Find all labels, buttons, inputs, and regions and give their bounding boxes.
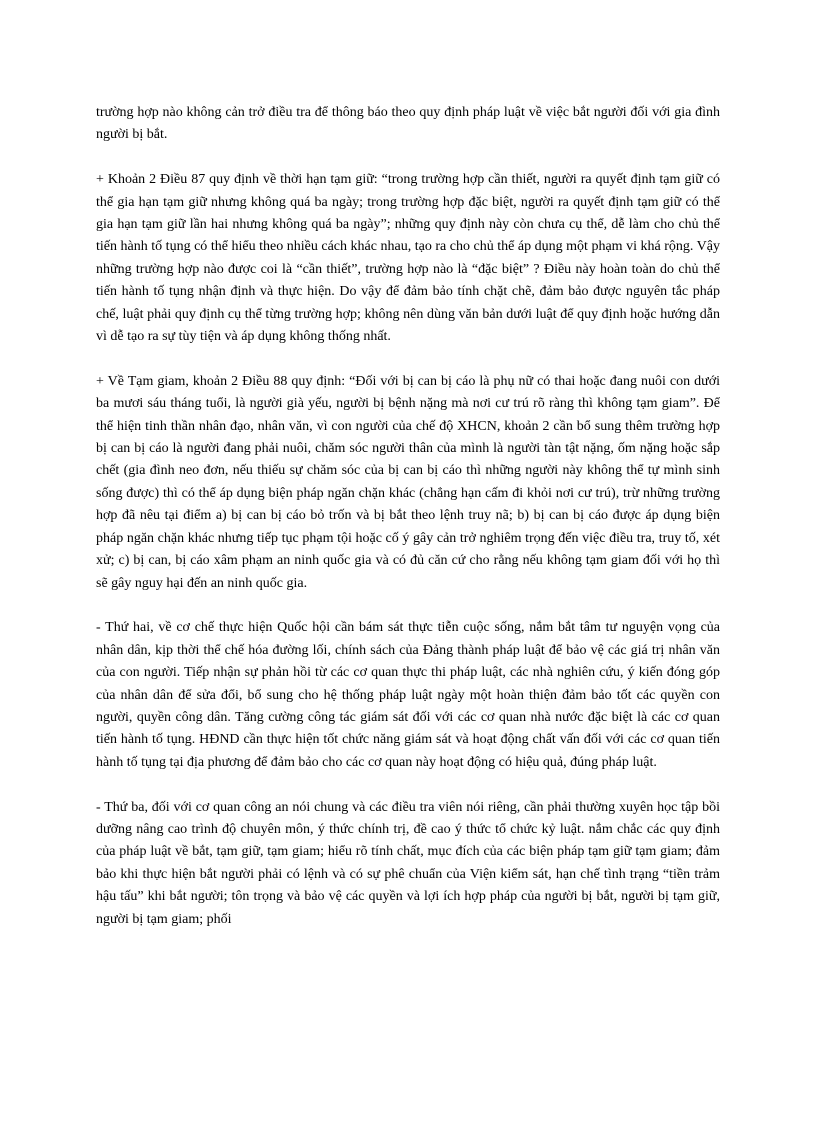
paragraph-spacer [96,348,720,370]
paragraph-spacer [96,774,720,796]
paragraph-second-mechanism: - Thứ hai, về cơ chế thực hiện Quốc hội cần bám sát thực tiễn cuộc sống, nắm bắt tâm tư nguyện vọng của nhân dân, kịp thời thể chế hóa đường lối, chính sách của Đảng thành pháp luật để bảo vệ các giá trị nhân văn của con người. Tiếp nhận sự phản hồi từ các cơ quan thực thi pháp luật, các nhà nghiên cứu, ý kiến đóng góp của nhân dân để sửa đổi, bổ sung cho hệ thống pháp luật ngày một hoàn thiện đảm bảo tốt các quyền con người, quyền công dân. Tăng cường công tác giám sát đối với các cơ quan nhà nước đặc biệt là các cơ quan tiến hành tố tụng. HĐND cần thực hiện tốt chức năng giám sát và hoạt động chất vấn đối với các cơ quan tiến hành tố tụng tại địa phương để đảm bảo cho các cơ quan này hoạt động có hiệu quả, đúng pháp luật. [96,620,720,770]
paragraph-spacer [96,147,720,169]
paragraph-detention-period: + Khoản 2 Điều 87 quy định về thời hạn tạm giữ: “trong trường hợp cần thiết, người ra quyết định tạm giữ có thể gia hạn tạm giữ nhưng không quá ba ngày; trong trường hợp đặc biệt, người ra quyết định tạm giữ có thể gia hạn tạm giữ lần hai nhưng không quá ba ngày”; những quy định này còn chưa cụ thể, dễ làm cho chủ thể tiến hành tố tụng có thể hiểu theo nhiều cách khác nhau, tạo ra cho chủ thể áp dụng một phạm vi khá rộng. Vậy những trường hợp nào được coi là “cần thiết”, trường hợp nào là “đặc biệt” ? Điều này hoàn toàn do chủ thể tiến hành tố tụng nhận định và thực hiện. Do vậy để đảm bảo tính chặt chẽ, đảm bảo được nguyên tắc pháp chế, luật phải quy định cụ thể từng trường hợp; không nên dùng văn bản dưới luật để quy định hoặc hướng dẫn vì dễ tạo ra sự tùy tiện và áp dụng không thống nhất. [96,172,720,345]
paragraph-arrest-notification: trường hợp nào không cản trở điều tra để thông báo theo quy định pháp luật về việc bắt người đối với gia đình người bị bắt. [96,105,720,143]
paragraph-spacer [96,595,720,617]
document-page [96,102,720,931]
paragraph-third-police: - Thứ ba, đối với cơ quan công an nói chung và các điều tra viên nói riêng, cần phải thường xuyên học tập bồi dưỡng nâng cao trình độ chuyên môn, ý thức chính trị, đề cao ý thức tổ chức kỷ luật. nắm chắc các quy định của pháp luật về bắt, tạm giữ, tạm giam; hiểu rõ tính chất, mục đích của các biện pháp tạm giữ tạm giam; đảm bảo khi thực hiện bắt người phải có lệnh và có sự phê chuẩn của Viện kiểm sát, hạn chế tình trạng “tiền trảm hậu tấu” khi bắt người; tôn trọng và bảo vệ các quyền và lợi ích hợp pháp của người bị bắt, người bị tạm giữ, người bị tạm giam; phối [96,799,720,927]
paragraph-temporary-custody: + Về Tạm giam, khoản 2 Điều 88 quy định: “Đối với bị can bị cáo là phụ nữ có thai hoặc đang nuôi con dưới ba mươi sáu tháng tuổi, là người già yếu, người bị bệnh nặng mà nơi cư trú rõ ràng thì không tạm giam”. Để thể hiện tinh thần nhân đạo, nhân văn, vì con người của chế độ XHCN, khoản 2 cần bổ sung thêm trường hợp bị can bị cáo là người đang phải nuôi, chăm sóc người thân của mình là người tàn tật nặng, ốm nặng hoặc sắp chết (gia đình neo đơn, nếu thiếu sự chăm sóc của bị can bị cáo thì những người này không thể tự mình sinh sống được) thì có thể áp dụng biện pháp ngăn chặn khác (chẳng hạn cấm đi khỏi nơi cư trú), trừ những trường hợp đã nêu tại điểm a) bị can bị cáo bỏ trốn và bị bắt theo lệnh truy nã; b) bị can bị cáo được áp dụng biện pháp ngăn chặn khác nhưng tiếp tục phạm tội hoặc cố ý gây cản trở nghiêm trọng đến việc điều tra, truy tố, xét xử; c) bị can, bị cáo xâm phạm an ninh quốc gia và có đủ căn cứ cho rằng nếu không tạm giam đối với họ thì sẽ gây nguy hại đến an ninh quốc gia. [96,373,720,591]
